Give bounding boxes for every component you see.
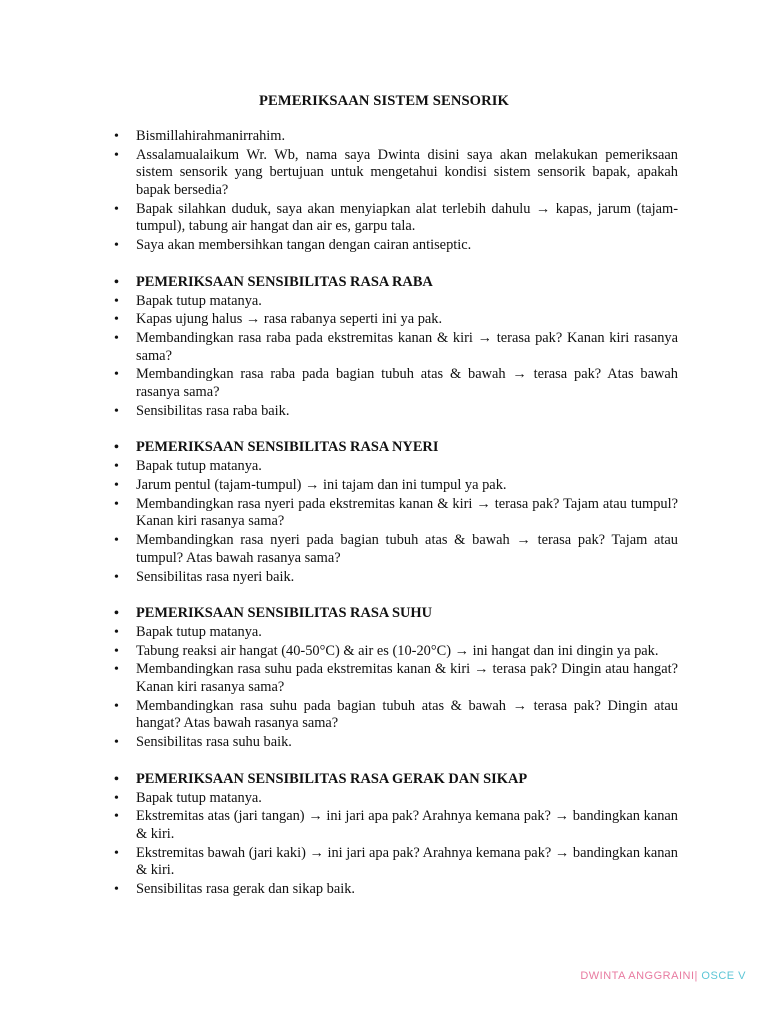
document-body	[136, 128, 678, 918]
list-item: • Jarum pentul (tajam-tumpul) → ini tajam dan ini tumpul ya pak.	[136, 477, 678, 495]
list-item: • Membandingkan rasa suhu pada ekstremitas kanan & kiri → terasa pak? Dingin atau hangat? Kanan kiri rasanya sama?	[136, 661, 678, 696]
page-title: PEMERIKSAAN SISTEM SENSORIK	[258, 93, 510, 109]
section-rasa-raba	[136, 274, 678, 421]
section-rasa-suhu	[136, 605, 678, 752]
list-item: • Bapak tutup matanya.	[136, 624, 678, 642]
section-intro	[136, 128, 678, 255]
list-item: • Membandingkan rasa suhu pada bagian tubuh atas & bawah → terasa pak? Dingin atau hangat? Atas bawah rasanya sama?	[136, 698, 678, 733]
list-item: • Saya akan membersihkan tangan dengan cairan antiseptic.	[136, 237, 678, 255]
list-item: • Membandingkan rasa raba pada bagian tubuh atas & bawah → terasa pak? Atas bawah rasanya sama?	[136, 366, 678, 401]
list-item: • Membandingkan rasa raba pada ekstremitas kanan & kiri → terasa pak? Kanan kiri rasanya sama?	[136, 330, 678, 365]
section-heading: • PEMERIKSAAN SENSIBILITAS RASA SUHU	[136, 605, 678, 623]
page-footer	[580, 970, 746, 982]
rasa-nyeri-list	[136, 439, 678, 586]
list-item: • Bapak tutup matanya.	[136, 293, 678, 311]
list-item: • Bapak silahkan duduk, saya akan menyiapkan alat terlebih dahulu → kapas, jarum (tajam-tumpul), tabung air hangat dan air es, garpu tala.	[136, 201, 678, 236]
list-item: • Bapak tutup matanya.	[136, 458, 678, 476]
list-item: • Sensibilitas rasa gerak dan sikap baik.	[136, 881, 678, 899]
section-heading: • PEMERIKSAAN SENSIBILITAS RASA NYERI	[136, 439, 678, 457]
rasa-gerak-sikap-list	[136, 771, 678, 899]
rasa-suhu-list	[136, 605, 678, 752]
list-item: • Ekstremitas bawah (jari kaki) → ini jari apa pak? Arahnya kemana pak? → bandingkan kanan & kiri.	[136, 845, 678, 880]
section-heading: • PEMERIKSAAN SENSIBILITAS RASA GERAK DAN SIKAP	[136, 771, 678, 789]
list-item: • Kapas ujung halus → rasa rabanya seperti ini ya pak.	[136, 311, 678, 329]
list-item: • Tabung reaksi air hangat (40-50°C) & air es (10-20°C) → ini hangat dan ini dingin ya pak.	[136, 643, 678, 661]
list-item: • Bismillahirahmanirrahim.	[136, 128, 678, 146]
list-item: • Membandingkan rasa nyeri pada bagian tubuh atas & bawah → terasa pak? Tajam atau tumpul? Atas bawah rasanya sama?	[136, 532, 678, 567]
section-heading: • PEMERIKSAAN SENSIBILITAS RASA RABA	[136, 274, 678, 292]
list-item: • Sensibilitas rasa suhu baik.	[136, 734, 678, 752]
footer-author: DWINTA ANGGRAINI	[580, 970, 695, 982]
list-item: • Ekstremitas atas (jari tangan) → ini jari apa pak? Arahnya kemana pak? → bandingkan kanan & kiri.	[136, 808, 678, 843]
list-item: • Bapak tutup matanya.	[136, 790, 678, 808]
footer-separator: |	[694, 970, 698, 982]
footer-course: OSCE V	[701, 970, 746, 982]
list-item: • Sensibilitas rasa raba baik.	[136, 403, 678, 421]
list-item: • Sensibilitas rasa nyeri baik.	[136, 569, 678, 587]
intro-list	[136, 128, 678, 255]
section-rasa-nyeri	[136, 439, 678, 586]
list-item: • Assalamualaikum Wr. Wb, nama saya Dwinta disini saya akan melakukan pemeriksaan sistem sensorik yang bertujuan untuk mengetahui kondisi sistem sensorik bapak, apakah bapak bersedia?	[136, 147, 678, 200]
rasa-raba-list	[136, 274, 678, 421]
list-item: • Membandingkan rasa nyeri pada ekstremitas kanan & kiri → terasa pak? Tajam atau tumpul? Kanan kiri rasanya sama?	[136, 496, 678, 531]
section-rasa-gerak-sikap	[136, 771, 678, 899]
